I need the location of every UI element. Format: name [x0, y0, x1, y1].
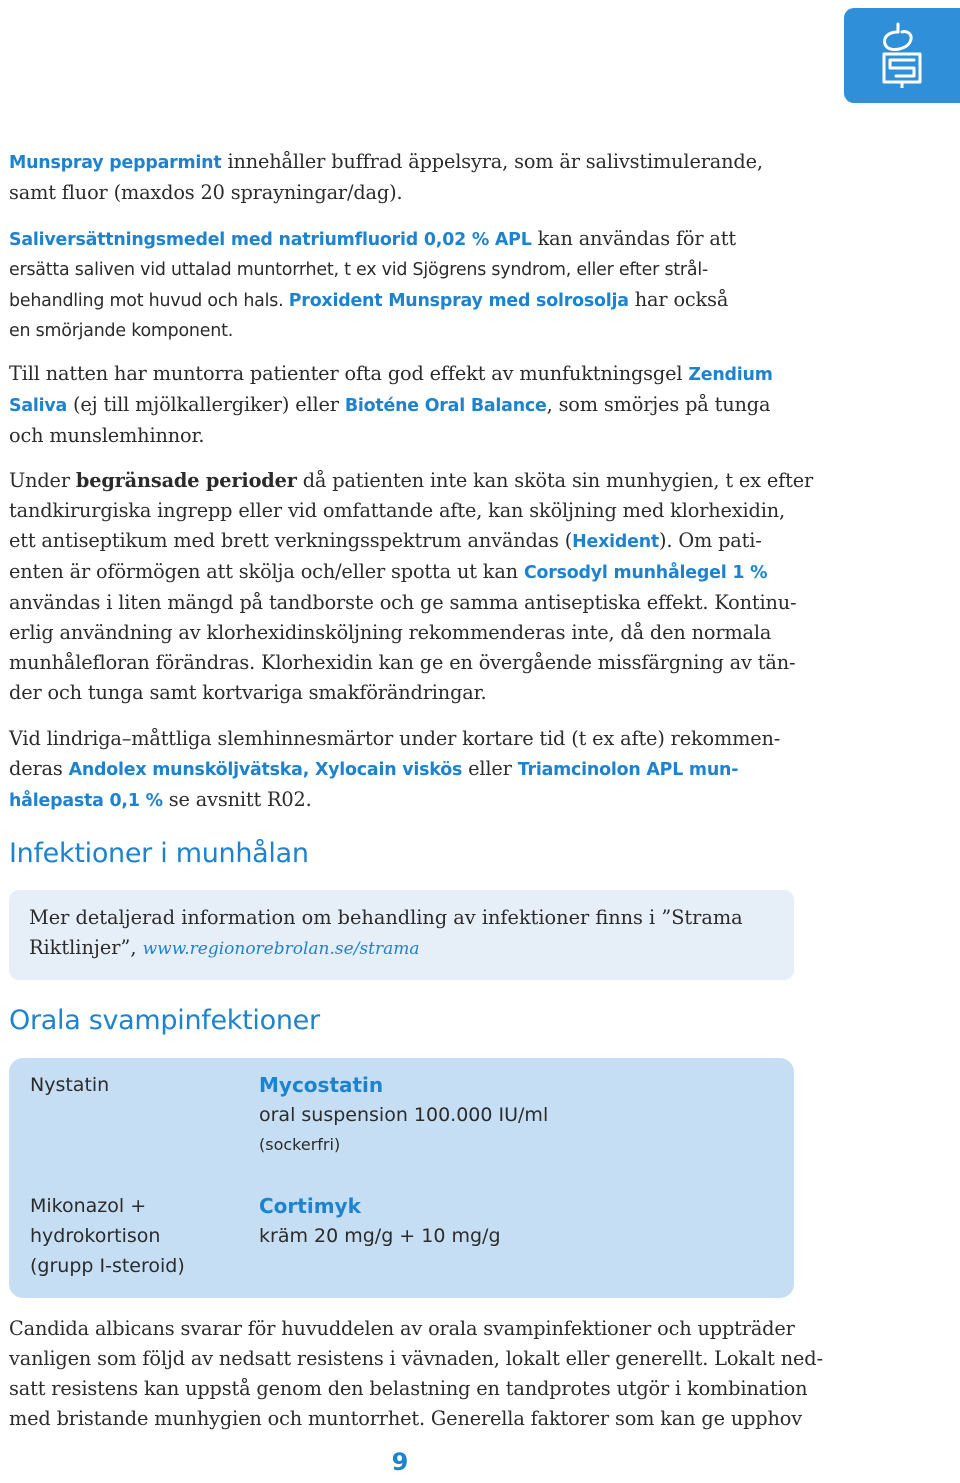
product-form: kräm 20 mg/g + 10 mg/g — [259, 1225, 501, 1247]
text: en smörjande komponent. — [9, 321, 234, 341]
drug-name: Corsodyl munhålegel 1 % — [523, 563, 768, 583]
drug-name: hålepasta 0,1 % — [9, 791, 163, 811]
drug-substance — [30, 1070, 109, 1100]
paragraph-munspray — [9, 147, 799, 208]
text: satt resistens kan uppstå genom den belastning en tandprotes utgör i kombination — [9, 1377, 808, 1400]
chapter-tab — [844, 8, 960, 103]
drug-product — [259, 1191, 501, 1251]
drug-name: Andolex munsköljvätska, Xylocain viskös — [68, 760, 463, 780]
drug-name: Proxident Munspray med solrosolja — [288, 291, 629, 311]
product-form: oral suspension 100.000 IU/ml — [259, 1104, 549, 1126]
text: munhålefloran förändras. Klorhexidin kan ge en övergående missfärgning av tän- — [9, 651, 796, 674]
digestive-system-icon — [876, 22, 928, 88]
subsection-heading: Orala svampinfektioner — [9, 1005, 320, 1036]
text: med bristande munhygien och muntorrhet. Generella faktorer som kan ge upphov — [9, 1407, 802, 1430]
strama-link[interactable]: www.regionorebrolan.se/strama — [142, 939, 420, 959]
drug-name: Bioténe Oral Balance — [344, 396, 547, 416]
text: (ej till mjölkallergiker) eller — [67, 393, 345, 416]
paragraph-klorhexidin — [9, 466, 814, 708]
text: kan användas för att — [531, 227, 736, 250]
paragraph-natten — [9, 359, 799, 451]
text: hydrokortison — [30, 1225, 161, 1247]
text: Vid lindriga–måttliga slemhinnesmärtor under kortare tid (t ex afte) rekommen- — [9, 727, 781, 750]
text: enten är oförmögen att skölja och/eller spotta ut kan — [9, 560, 524, 583]
drug-name: Zendium — [688, 365, 773, 385]
text: eller — [462, 757, 518, 780]
paragraph-saliversattning — [9, 224, 799, 346]
text: Mer detaljerad information om behandling av infektioner finns i ”Strama — [29, 906, 743, 929]
product-name: Cortimyk — [259, 1194, 361, 1218]
text: Under — [9, 469, 76, 492]
text: se avsnitt R02. — [162, 788, 312, 811]
drug-table — [9, 1058, 794, 1298]
text: der och tunga samt kortvariga smakförändringar. — [9, 681, 487, 704]
text: användas i liten mängd på tandborste och ge samma antiseptiska effekt. Kontinu- — [9, 591, 797, 614]
drug-name: Hexident — [572, 532, 660, 552]
page-number: 9 — [391, 1448, 409, 1476]
text: ersätta saliven vid uttalad muntorrhet, t ex vid Sjögrens syndrom, eller efter strål- — [9, 260, 709, 280]
paragraph-slemhinnesmartor — [9, 724, 799, 816]
drug-name: Munspray pepparmint — [9, 153, 222, 173]
text: deras — [9, 757, 69, 780]
info-box — [9, 890, 794, 980]
text: innehåller buffrad äppelsyra, som är salivstimulerande, — [221, 150, 763, 173]
drug-name: Saliversättningsmedel med natriumfluorid 0,02 % APL — [9, 230, 532, 250]
text: , som smörjes på tunga — [546, 393, 771, 416]
section-heading: Infektioner i munhålan — [9, 838, 309, 869]
drug-name: Triamcinolon APL mun- — [517, 760, 739, 780]
text: då patienten inte kan sköta sin munhygien, t ex efter — [296, 469, 814, 492]
paragraph-candida — [9, 1314, 823, 1434]
text: ett antiseptikum med brett verkningsspektrum användas ( — [9, 529, 573, 552]
text: samt fluor (maxdos 20 sprayningar/dag). — [9, 181, 403, 204]
text: och munslemhinnor. — [9, 424, 205, 447]
text: har också — [628, 288, 729, 311]
emphasis: begränsade perioder — [75, 469, 297, 492]
text: erlig användning av klorhexidinsköljning rekommenderas inte, då den normala — [9, 621, 772, 644]
drug-name: Saliva — [9, 396, 68, 416]
text: Till natten har muntorra patienter ofta god effekt av munfuktningsgel — [9, 362, 689, 385]
text: Mikonazol + — [30, 1195, 147, 1217]
text: ). Om pati- — [659, 529, 762, 552]
text: vanligen som följd av nedsatt resistens i vävnaden, lokalt eller generellt. Lokalt ned- — [9, 1347, 823, 1370]
product-note: (sockerfri) — [259, 1135, 341, 1154]
drug-substance — [30, 1191, 185, 1281]
product-name: Mycostatin — [259, 1073, 384, 1097]
text: behandling mot huvud och hals. — [9, 291, 289, 311]
text: tandkirurgiska ingrepp eller vid omfattande afte, kan sköljning med klorhexidin, — [9, 499, 785, 522]
text: Riktlinjer”, — [29, 936, 143, 959]
text: Nystatin — [30, 1074, 110, 1096]
text: (grupp I-steroid) — [30, 1255, 185, 1277]
drug-product — [259, 1070, 548, 1160]
text: Candida albicans svarar för huvuddelen av orala svampinfektioner och uppträder — [9, 1317, 795, 1340]
